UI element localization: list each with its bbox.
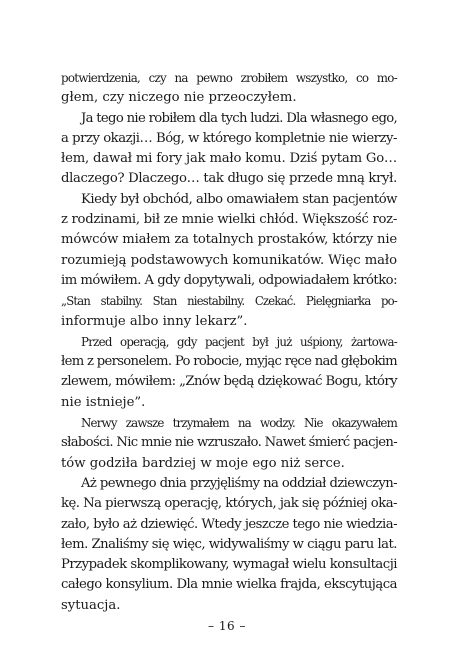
paragraph <box>61 332 397 413</box>
body-text <box>61 68 397 616</box>
text-line: głem, czy niczego nie przeoczyłem. <box>61 90 297 106</box>
text-line: kę. Na pierwszą operację, których, jak się później oka- <box>61 496 397 512</box>
text-line: zało, było aż dziewięć. Wtedy jeszcze tego nie wiedzia- <box>61 516 397 532</box>
text-line: Przed operacją, gdy pacjent był już uśpiony, żartowa- <box>81 334 397 349</box>
paragraph <box>61 413 397 474</box>
text-line: słabości. Nic mnie nie wzruszało. Nawet śmierć pacjen- <box>61 435 397 451</box>
text-line: potwierdzenia, czy na pewno zrobiłem wszystko, co mo- <box>61 71 397 85</box>
text-line: z rodzinami, bił ze mnie wielki chłód. Większość roz- <box>61 212 397 228</box>
page-number-value: 16 <box>218 619 236 633</box>
text-line: rozumieją podstawowych komunikatów. Więc mało <box>61 252 397 268</box>
text-line: mówców miałem za totalnych prostaków, którzy nie <box>61 232 397 248</box>
text-line: łem, dawał mi fory jak mało komu. Dziś pytam Go… <box>61 151 397 167</box>
text-line: Kiedy był obchód, albo omawiałem stan pacjentów <box>81 191 397 207</box>
paragraph <box>61 109 397 190</box>
text-line: Nerwy zawsze trzymałem na wodzy. Nie okazywałem <box>81 416 397 431</box>
text-line: tów godziła bardziej w moje ego niż serce. <box>61 455 345 471</box>
text-line: łem. Znaliśmy się więc, widywaliśmy w ciągu paru lat. <box>61 536 397 552</box>
text-line: a przy okazji… Bóg, w którego kompletnie nie wierzy- <box>61 130 397 146</box>
text-line: zlewem, mówiłem: „Znów będą dziękować Bogu, który <box>61 374 397 390</box>
text-line: Ja tego nie robiłem dla tych ludzi. Dla własnego ego, <box>81 110 397 126</box>
page-number-ornament-right: – <box>239 619 246 633</box>
page-number <box>0 619 454 633</box>
page-number-ornament-left: – <box>208 619 215 633</box>
text-line: Aż pewnego dnia przyjęliśmy na oddział dziewczyn- <box>81 475 397 491</box>
paragraph <box>61 68 397 109</box>
text-line: nie istnieje”. <box>61 394 146 410</box>
text-line: im mówiłem. A gdy dopytywali, odpowiadałem krótko: <box>61 272 397 288</box>
text-line: dlaczego? Dlaczego… tak długo się przede mną krył. <box>61 171 397 187</box>
paragraph <box>61 474 397 616</box>
text-line: Przypadek skomplikowany, wymagał wielu konsultacji <box>61 557 398 573</box>
text-line: łem z personelem. Po robocie, myjąc ręce nad głębokim <box>61 354 397 370</box>
text-line: sytuacja. <box>61 597 121 613</box>
text-line: informuje albo inny lekarz”. <box>61 313 248 329</box>
text-line: „Stan stabilny. Stan niestabilny. Czekać. Pielęgniarka po- <box>61 294 397 309</box>
paragraph <box>61 190 397 332</box>
text-line: całego konsylium. Dla mnie wielka frajda, ekscytująca <box>61 577 397 593</box>
